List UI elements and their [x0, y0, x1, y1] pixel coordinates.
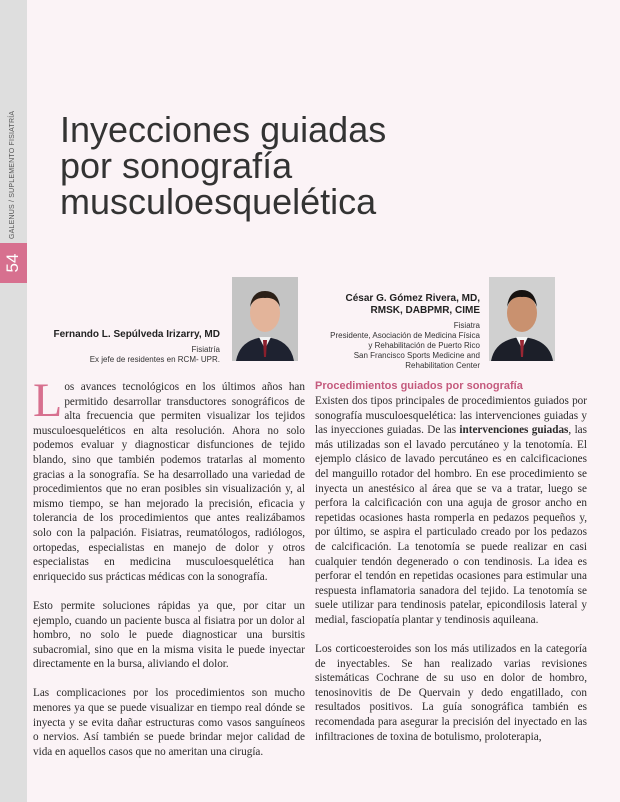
article-title [60, 109, 460, 222]
author-2-name-line: RMSK, DABPMR, CIME [370, 305, 480, 316]
author-photo-1 [232, 277, 298, 361]
section-label: GALENUS / SUPLEMENTO FISIATRÍA [9, 110, 16, 239]
right-column [315, 394, 587, 759]
drop-cap: L [33, 374, 63, 427]
left-column [33, 374, 305, 774]
title-line-3: musculoesquelética [60, 181, 377, 222]
author-1-role-line: Ex jefe de residentes en RCM- UPR. [89, 355, 220, 364]
author-2-role-line: y Rehabilitación de Puerto Rico [368, 341, 480, 350]
author-1-name: Fernando L. Sepúlveda Irizarry, MD [53, 329, 220, 340]
author-1-role [40, 345, 220, 365]
author-1 [40, 329, 220, 365]
author-2-role-line: Fisiatra [453, 321, 480, 330]
paragraph [315, 394, 587, 628]
author-2-role-line: Rehabilitation Center [405, 361, 480, 370]
paragraph: Esto permite soluciones rápidas ya que, por citar un ejemplo, cuando un paciente busca al fisiatra por un dolor al hombro, no solo le puede diagnosticar una bursitis subacromial, sino que en la misma visita le puede inyectar directamente en la bursa, aliviando el dolor. [33, 599, 305, 671]
paragraph-text: Existen dos tipos principales de procedimientos guiados por sonografía musculoesquelética: las intervenciones guiadas y las inyecciones guiadas. De las [315, 395, 587, 437]
title-line-2: por sonografía [60, 145, 293, 186]
section-heading: Procedimientos guiados por sonografía [315, 380, 523, 392]
author-1-role-line: Fisiatría [191, 345, 220, 354]
paragraph [33, 374, 305, 584]
paragraph: Las complicaciones por los procedimientos son mucho menores ya que se puede visualizar en tiempo real dónde se inyecta y se evita dañar estructuras como vasos sanguíneos o nervios. Así también se puede brindar mejor calidad de vida en aquellos casos que no ameritan una cirugía. [33, 687, 305, 758]
author-2-role [300, 321, 480, 371]
author-photo-2 [489, 277, 555, 361]
title-line-1: Inyecciones guiadas [60, 109, 387, 150]
author-2 [300, 293, 480, 371]
author-2-role-line: Presidente, Asociación de Medicina Física [330, 331, 480, 340]
bold-term: intervenciones guiadas [459, 424, 569, 437]
author-2-name-line: César G. Gómez Rivera, MD, [345, 293, 480, 304]
paragraph-text: os avances tecnológicos en los últimos años han permitido desarrollar transductores sonográficos de alta frecuencia que permiten visualizar los tejidos musculoesqueléticos en alta resolución. Ahora no solo podemos evaluar y diagnosticar disfunciones de tejido blando, sino que también podemos tratarlas al momento gracias a la sonografía. Se ha desarrollado una variedad de procedimientos que no eran posibles sin visualización y, al mismo tiempo, se han mejorado la precisión, eficacia y tolerancia de los procedimientos que antes realizábamos solo con la palpación. Fisiatras, reumatólogos, radiólogos, ortopedas, especialistas en manejo de dolor y otros especialistas en medicina musculoesquelética han enriquecido sus prácticas médicas con la sonografía. [33, 381, 305, 583]
page-number: 54 [3, 253, 22, 273]
paragraph: Los corticoesteroides son los más utilizados en la categoría de inyectables. Se han realizado varias revisiones sistemáticas Cochrane de su uso en dolor de hombro, tenosinovitis de De Quervain y dedo engatillado, con resultados positivos. La guía sonográfica también es recomendada para asegurar la precisión del inyectado en las infiltraciones de toxina de botulismo, proloterapia, [315, 643, 587, 743]
author-2-role-line: San Francisco Sports Medicine and [353, 351, 480, 360]
paragraph-text: , las más utilizadas son el lavado percutáneo y la tenotomía. El ejemplo clásico de lavado percutáneo es en calcificaciones del manguillo rotador del hombro. En ese procedimiento se inyecta un anestésico al área que se va a tratar, luego se perfora la calcificación con una aguja de grosor ancho en repetidas ocasiones hasta romperla en pedazos pequeños y, por último, se aspira el particulado creado por los pedazos de calcificación. La tenotomía se puede realizar en casi cualquier tendón degenerado o con tendinosis. La idea es perforar el tendón en repetidas ocasiones para estimular una respuesta inflamatoria sanadora del tejido. La tenotomía se suele utilizar para tendinosis patelar, epicondilosis lateral y medial, fasciopatía plantar y tendinosis aquileana. [315, 424, 587, 626]
author-2-name [300, 293, 480, 317]
